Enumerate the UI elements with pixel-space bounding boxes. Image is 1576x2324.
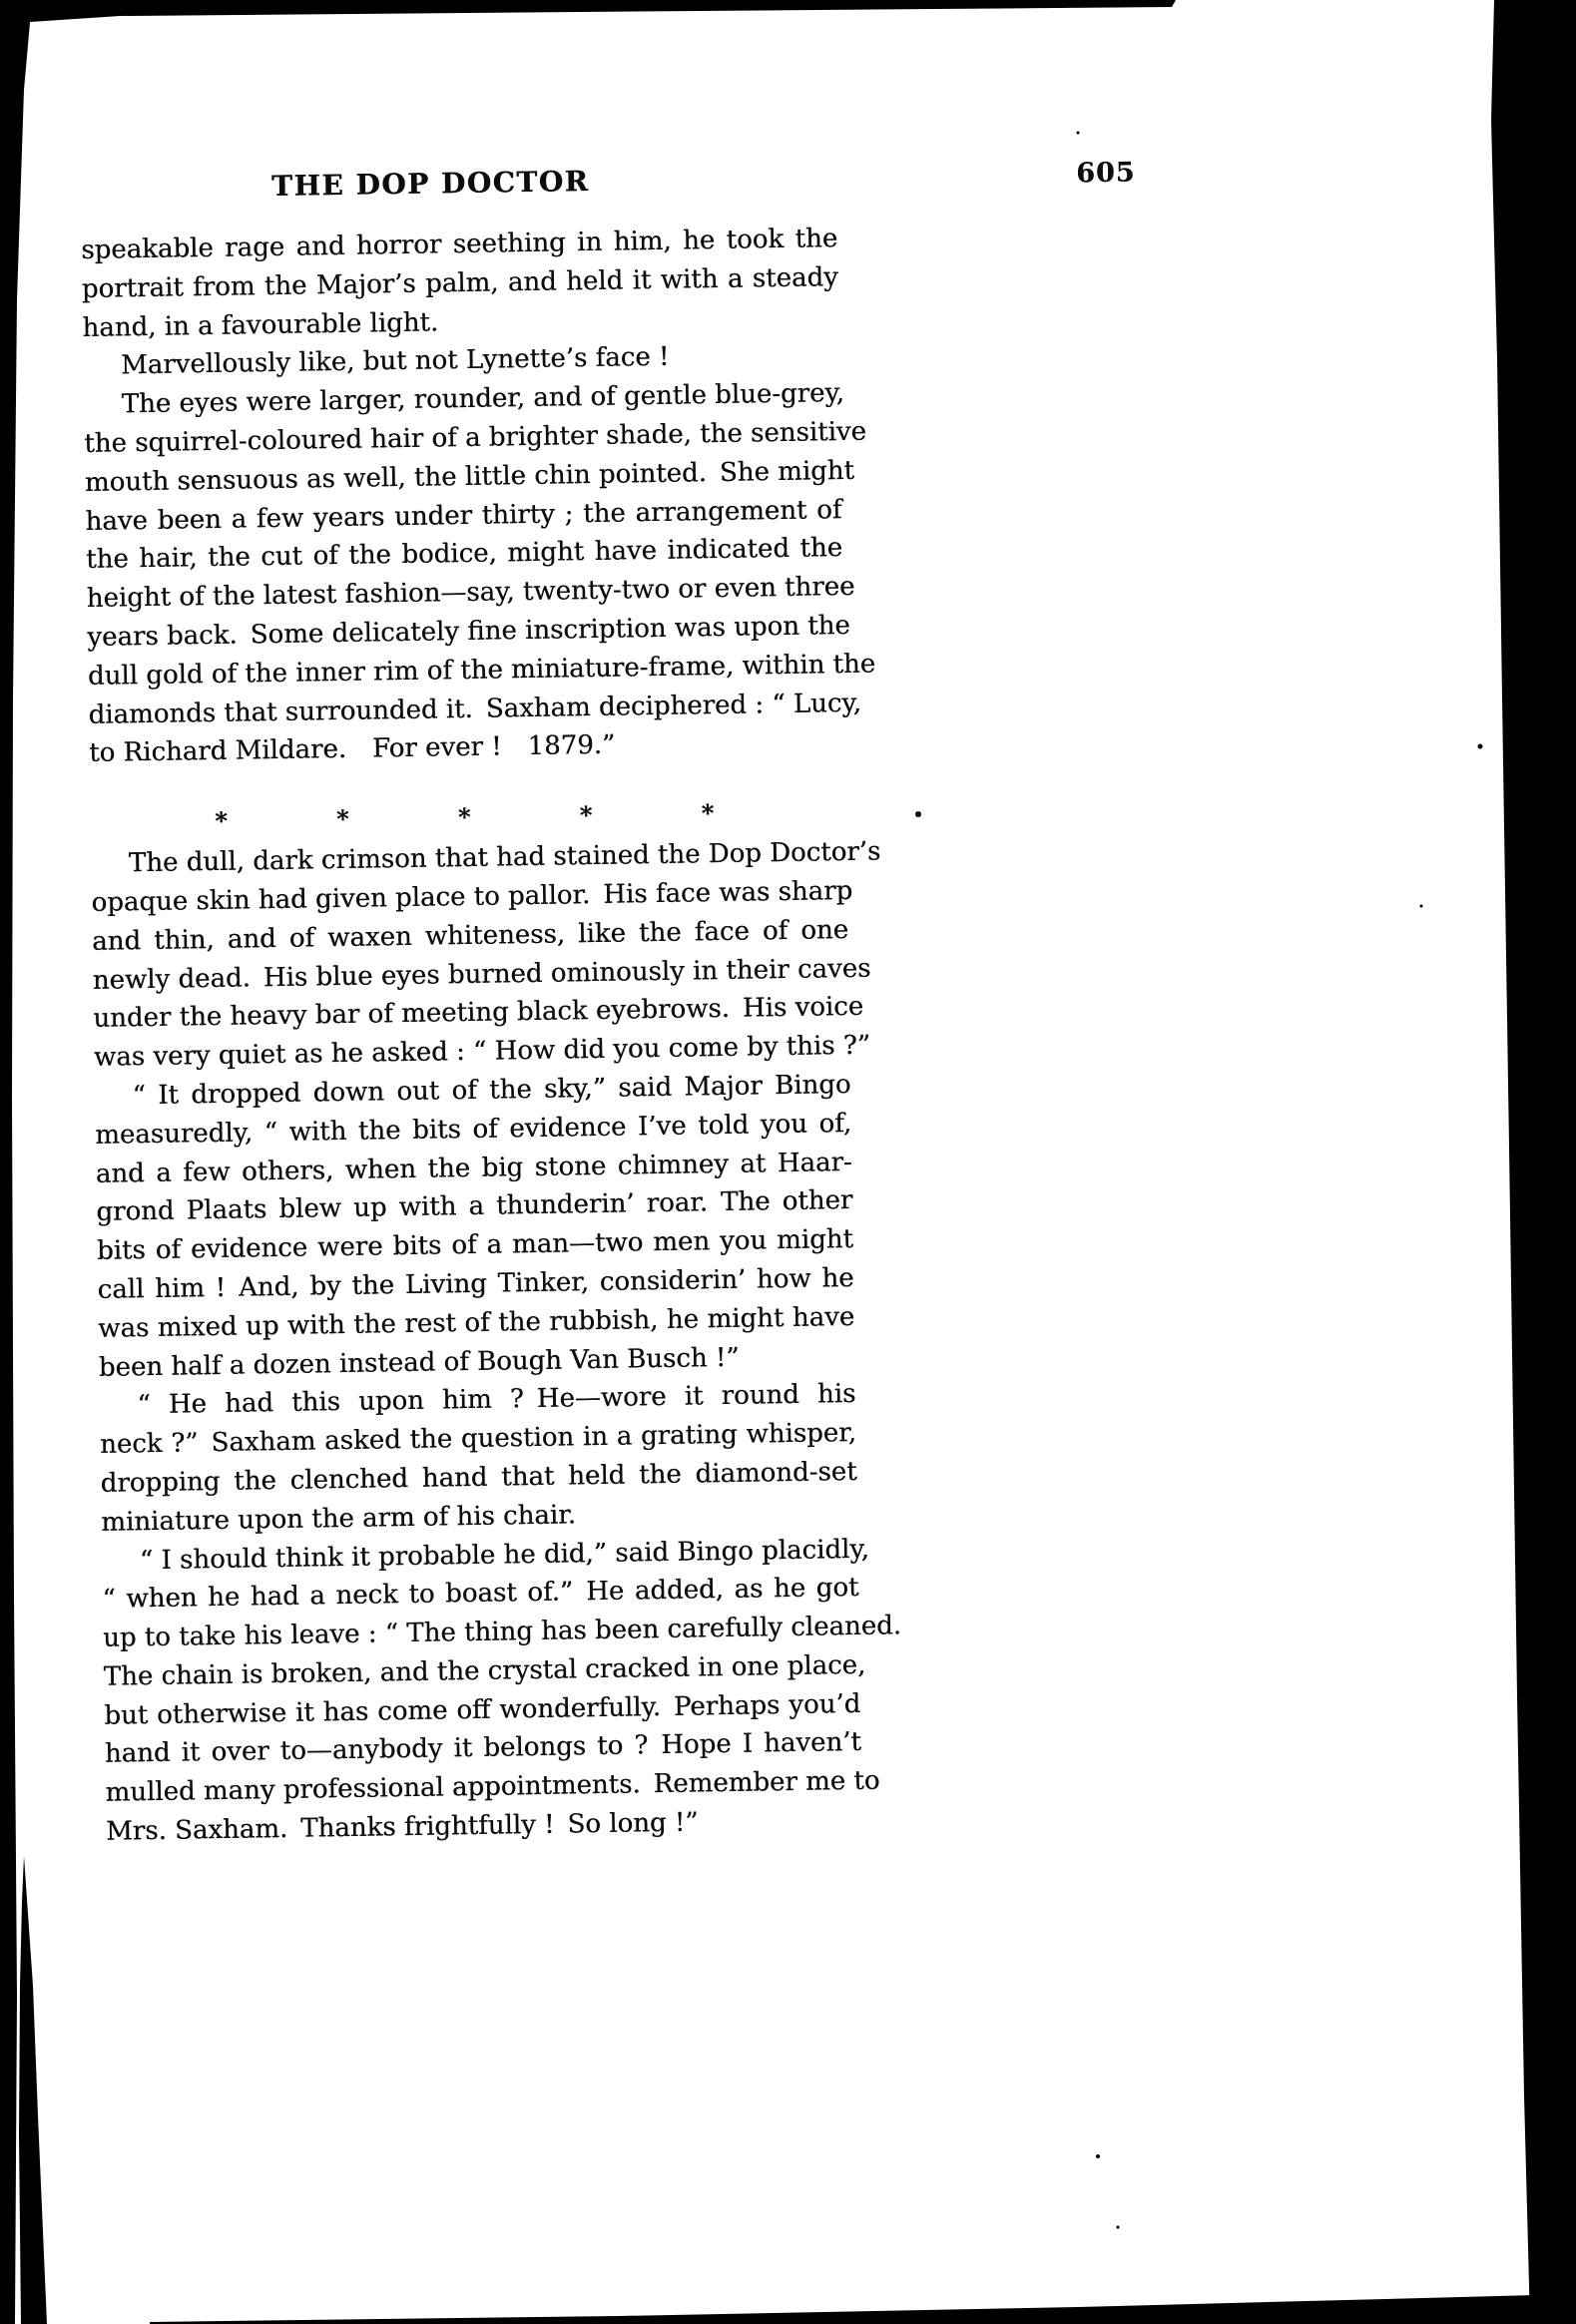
paragraph [102, 1530, 902, 1851]
scan-speck [1420, 905, 1423, 908]
text-line: “ I should think it probable he did,” said Bingo placidly, [139, 1534, 870, 1576]
text-line: was mixed up with the rest of the rubbish, he might have [98, 1301, 855, 1344]
text-line: dropping the clenched hand that held the diamond-set [100, 1456, 857, 1499]
text-line: mouth sensuous as well, the little chin pointed. She might [84, 455, 855, 498]
text-line: up to take his leave : “ The thing has been carefully cleaned. [102, 1611, 902, 1653]
text-line: opaque skin had given place to pallor. His face was sharp [91, 875, 853, 918]
scan-speck [1478, 744, 1483, 749]
text-line: mulled many professional appointments. Remember me to [105, 1765, 880, 1809]
page-number: 605 [1075, 157, 1136, 190]
asterisk: * [457, 802, 471, 832]
text-line: grond Plaats blew up with a thunderin’ roar. The other [96, 1185, 853, 1228]
page-header [80, 157, 1136, 210]
page-text [81, 220, 902, 1852]
text-line: dull gold of the inner rim of the miniature-frame, within the [87, 649, 876, 692]
text-line: “ when he had a neck to boast of.” He added, as he got [102, 1573, 859, 1616]
paragraph [99, 1375, 857, 1542]
text-line: bits of evidence were bits of a man—two men you might [96, 1224, 854, 1266]
text-line: the squirrel-coloured hair of a brighter shade, the sensitive [84, 416, 867, 459]
text-line: to Richard Mildare. For ever ! 1879.” [88, 730, 616, 769]
paragraph [81, 220, 839, 347]
text-line: “ It dropped down out of the sky,” said Major Bingo [132, 1069, 851, 1112]
text-line: neck ?” Saxham asked the question in a grating whisper, [99, 1418, 857, 1460]
text-line: years back. Some delicately fine inscription was upon the [87, 610, 850, 653]
text-line: The dull, dark crimson that had stained the Dop Doctor’s [128, 836, 881, 879]
asterisk: * [335, 804, 349, 834]
scan-edge-left [0, 0, 32, 2324]
text-line: portrait from the Major’s palm, and held it with a steady [81, 261, 839, 304]
text-line: miniature upon the arm of his chair. [101, 1500, 577, 1538]
text-line: The chain is broken, and the crystal cracked in one place, [103, 1649, 866, 1692]
text-line: The eyes were larger, rounder, and of gentle blue-grey, [121, 378, 845, 420]
asterisk: * [701, 798, 715, 828]
text-line: call him ! And, by the Living Tinker, considerin’ how he [97, 1262, 854, 1305]
paragraph [94, 1066, 855, 1387]
paragraph [91, 833, 881, 1078]
text-line: hand it over to—anybody it belongs to ? Hope I haven’t [104, 1727, 862, 1770]
scan-speck [1117, 2226, 1120, 2229]
text-line: hand, in a favourable light. [82, 306, 439, 343]
page-content [80, 153, 1214, 1852]
text-line: but otherwise it has come off wonderfully. Perhaps you’d [104, 1688, 861, 1731]
text-line: newly dead. His blue eyes burned ominously in their caves [92, 953, 871, 996]
scan-speck [1096, 2154, 1100, 2158]
text-line: been half a dozen instead of Bough Van Busch !” [98, 1342, 740, 1383]
text-line: was very quiet as he asked : “ How did you come by this ?” [93, 1030, 871, 1074]
text-line: Mrs. Saxham. Thanks frightfully ! So long !” [105, 1807, 699, 1847]
text-line: under the heavy bar of meeting black eyebrows. His voice [93, 992, 864, 1035]
text-line: Marvellously like, but not Lynette’s face ! [120, 342, 670, 381]
text-line: and thin, and of waxen whiteness, like the face of one [91, 914, 849, 957]
scan-speck [1077, 132, 1080, 135]
scan-edge-right [1491, 0, 1576, 2324]
text-line: speakable rage and horror seething in him, he took the [81, 224, 838, 265]
asterisk: * [579, 800, 593, 830]
scan-edge-top [0, 0, 1176, 26]
text-line: have been a few years under thirty ; the arrangement of [85, 494, 842, 537]
section-separator [214, 763, 714, 843]
text-line: the hair, the cut of the bodice, might have indicated the [85, 533, 843, 576]
text-line: height of the latest fashion—say, twenty-two or even three [86, 572, 855, 615]
scan-edge-left-band [19, 1856, 47, 2324]
text-line: “ He had this upon him ? He—wore it round his [137, 1379, 856, 1421]
running-header-title: THE DOP DOCTOR [270, 164, 590, 203]
text-line: and a few others, when the big stone chimney at Haar- [95, 1147, 852, 1189]
text-line: measuredly, “ with the bits of evidence I’ve told you of, [94, 1108, 852, 1151]
text-line: diamonds that surrounded it. Saxham deciphered : “ Lucy, [88, 688, 862, 730]
asterisk: * [215, 805, 229, 836]
paragraph [83, 374, 876, 773]
scan-edge-bottom [150, 2294, 1576, 2324]
